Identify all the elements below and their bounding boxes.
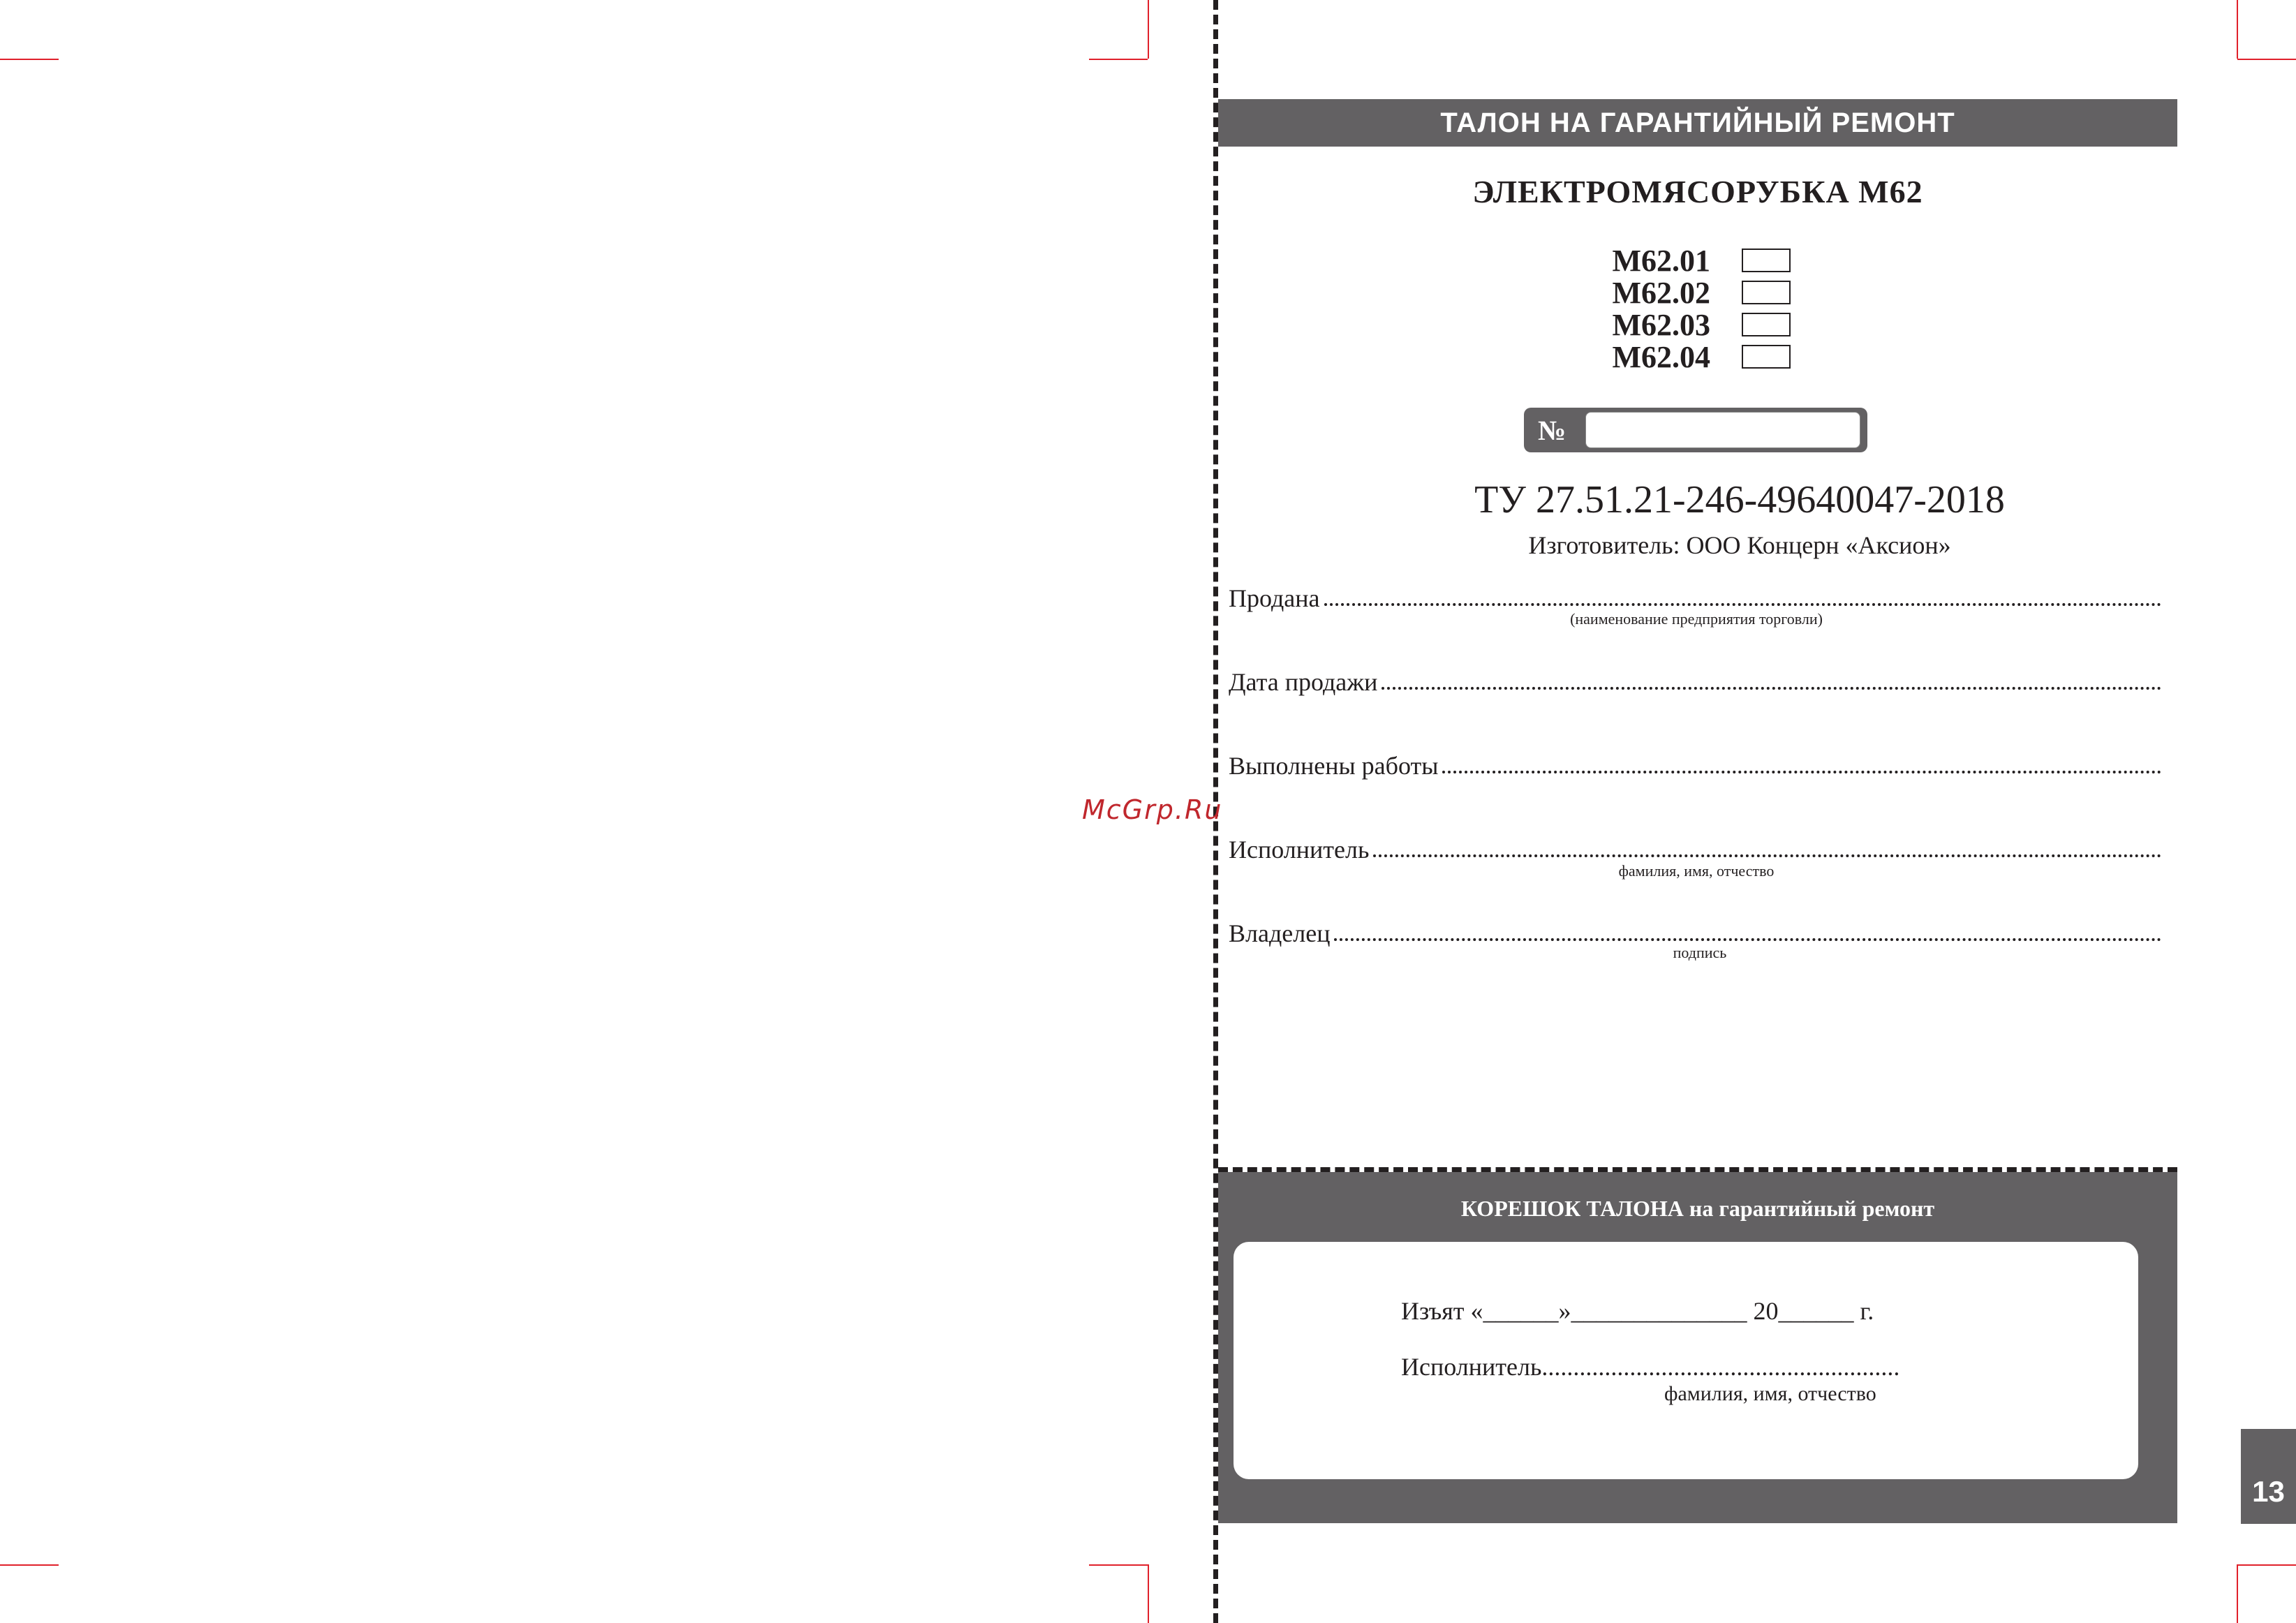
crop-mark xyxy=(2237,0,2238,59)
withdrawn-line[interactable]: Изъят «______»______________ 20______ г. xyxy=(1401,1297,1874,1325)
stub-card xyxy=(1234,1242,2138,1479)
model-label: М62.03 xyxy=(1612,307,1710,342)
owner-label: Владелец xyxy=(1229,919,1331,947)
stub-executor-hint: фамилия, имя, отчество xyxy=(1664,1382,1876,1405)
model-label: М62.02 xyxy=(1612,275,1710,310)
model-checkbox[interactable] xyxy=(1742,249,1791,272)
model-row xyxy=(1578,244,1801,276)
dotted-line xyxy=(1324,603,2162,606)
owner-hint: подпись xyxy=(1673,944,1727,961)
number-sign: № xyxy=(1538,414,1567,446)
warranty-header: ТАЛОН НА ГАРАНТИЙНЫЙ РЕМОНТ xyxy=(1218,99,2177,147)
crop-mark xyxy=(2237,1564,2296,1566)
model-checkbox[interactable] xyxy=(1742,313,1791,336)
tech-spec-code: ТУ 27.51.21-246-49640047-2018 xyxy=(1474,478,2005,521)
model-label: М62.01 xyxy=(1612,243,1710,278)
dotted-line xyxy=(1382,687,2161,690)
crop-mark xyxy=(1148,1564,1149,1623)
sale-date-field[interactable] xyxy=(1229,665,2161,697)
sold-hint: (наименование предприятия торговли) xyxy=(1570,610,1823,628)
model-row xyxy=(1578,341,1801,373)
dotted-line xyxy=(1373,854,2161,857)
executor-label: Исполнитель xyxy=(1229,836,1370,864)
sold-field[interactable] xyxy=(1229,581,2161,613)
model-list xyxy=(1578,244,1801,373)
model-checkbox[interactable] xyxy=(1742,345,1791,369)
model-checkbox[interactable] xyxy=(1742,281,1791,304)
stub-cut-line xyxy=(1218,1167,2177,1172)
works-field[interactable] xyxy=(1229,748,2161,780)
crop-mark xyxy=(0,1564,59,1566)
crop-mark xyxy=(1148,0,1149,59)
dotted-line xyxy=(1442,771,2161,773)
model-label: М62.04 xyxy=(1612,339,1710,374)
crop-mark xyxy=(2237,1564,2238,1623)
crop-mark xyxy=(1089,1564,1148,1566)
model-row xyxy=(1578,276,1801,309)
warranty-stub xyxy=(1218,1172,2177,1523)
serial-number-field[interactable] xyxy=(1585,412,1860,448)
crop-mark xyxy=(2237,59,2296,60)
dotted-line xyxy=(1334,938,2161,941)
watermark: McGrp.Ru xyxy=(1082,794,1223,825)
crop-mark xyxy=(1089,59,1148,60)
stub-title: КОРЕШОК ТАЛОНА на гарантийный ремонт xyxy=(1460,1196,1935,1221)
executor-hint: фамилия, имя, отчество xyxy=(1618,862,1775,880)
manufacturer: Изготовитель: ООО Концерн «Аксион» xyxy=(1528,531,1951,559)
serial-number-box xyxy=(1524,408,1867,452)
model-row xyxy=(1578,309,1801,341)
sale-date-label: Дата продажи xyxy=(1229,668,1378,696)
page-number: 13 xyxy=(2241,1429,2296,1524)
product-title: ЭЛЕКТРОМЯСОРУБКА М62 xyxy=(1472,174,1923,209)
stub-executor-line[interactable]: Исполнитель......................................................... xyxy=(1401,1353,1900,1381)
works-label: Выполнены работы xyxy=(1229,752,1439,780)
sold-label: Продана xyxy=(1229,584,1320,612)
executor-field[interactable] xyxy=(1229,832,2161,864)
crop-mark xyxy=(0,59,59,60)
